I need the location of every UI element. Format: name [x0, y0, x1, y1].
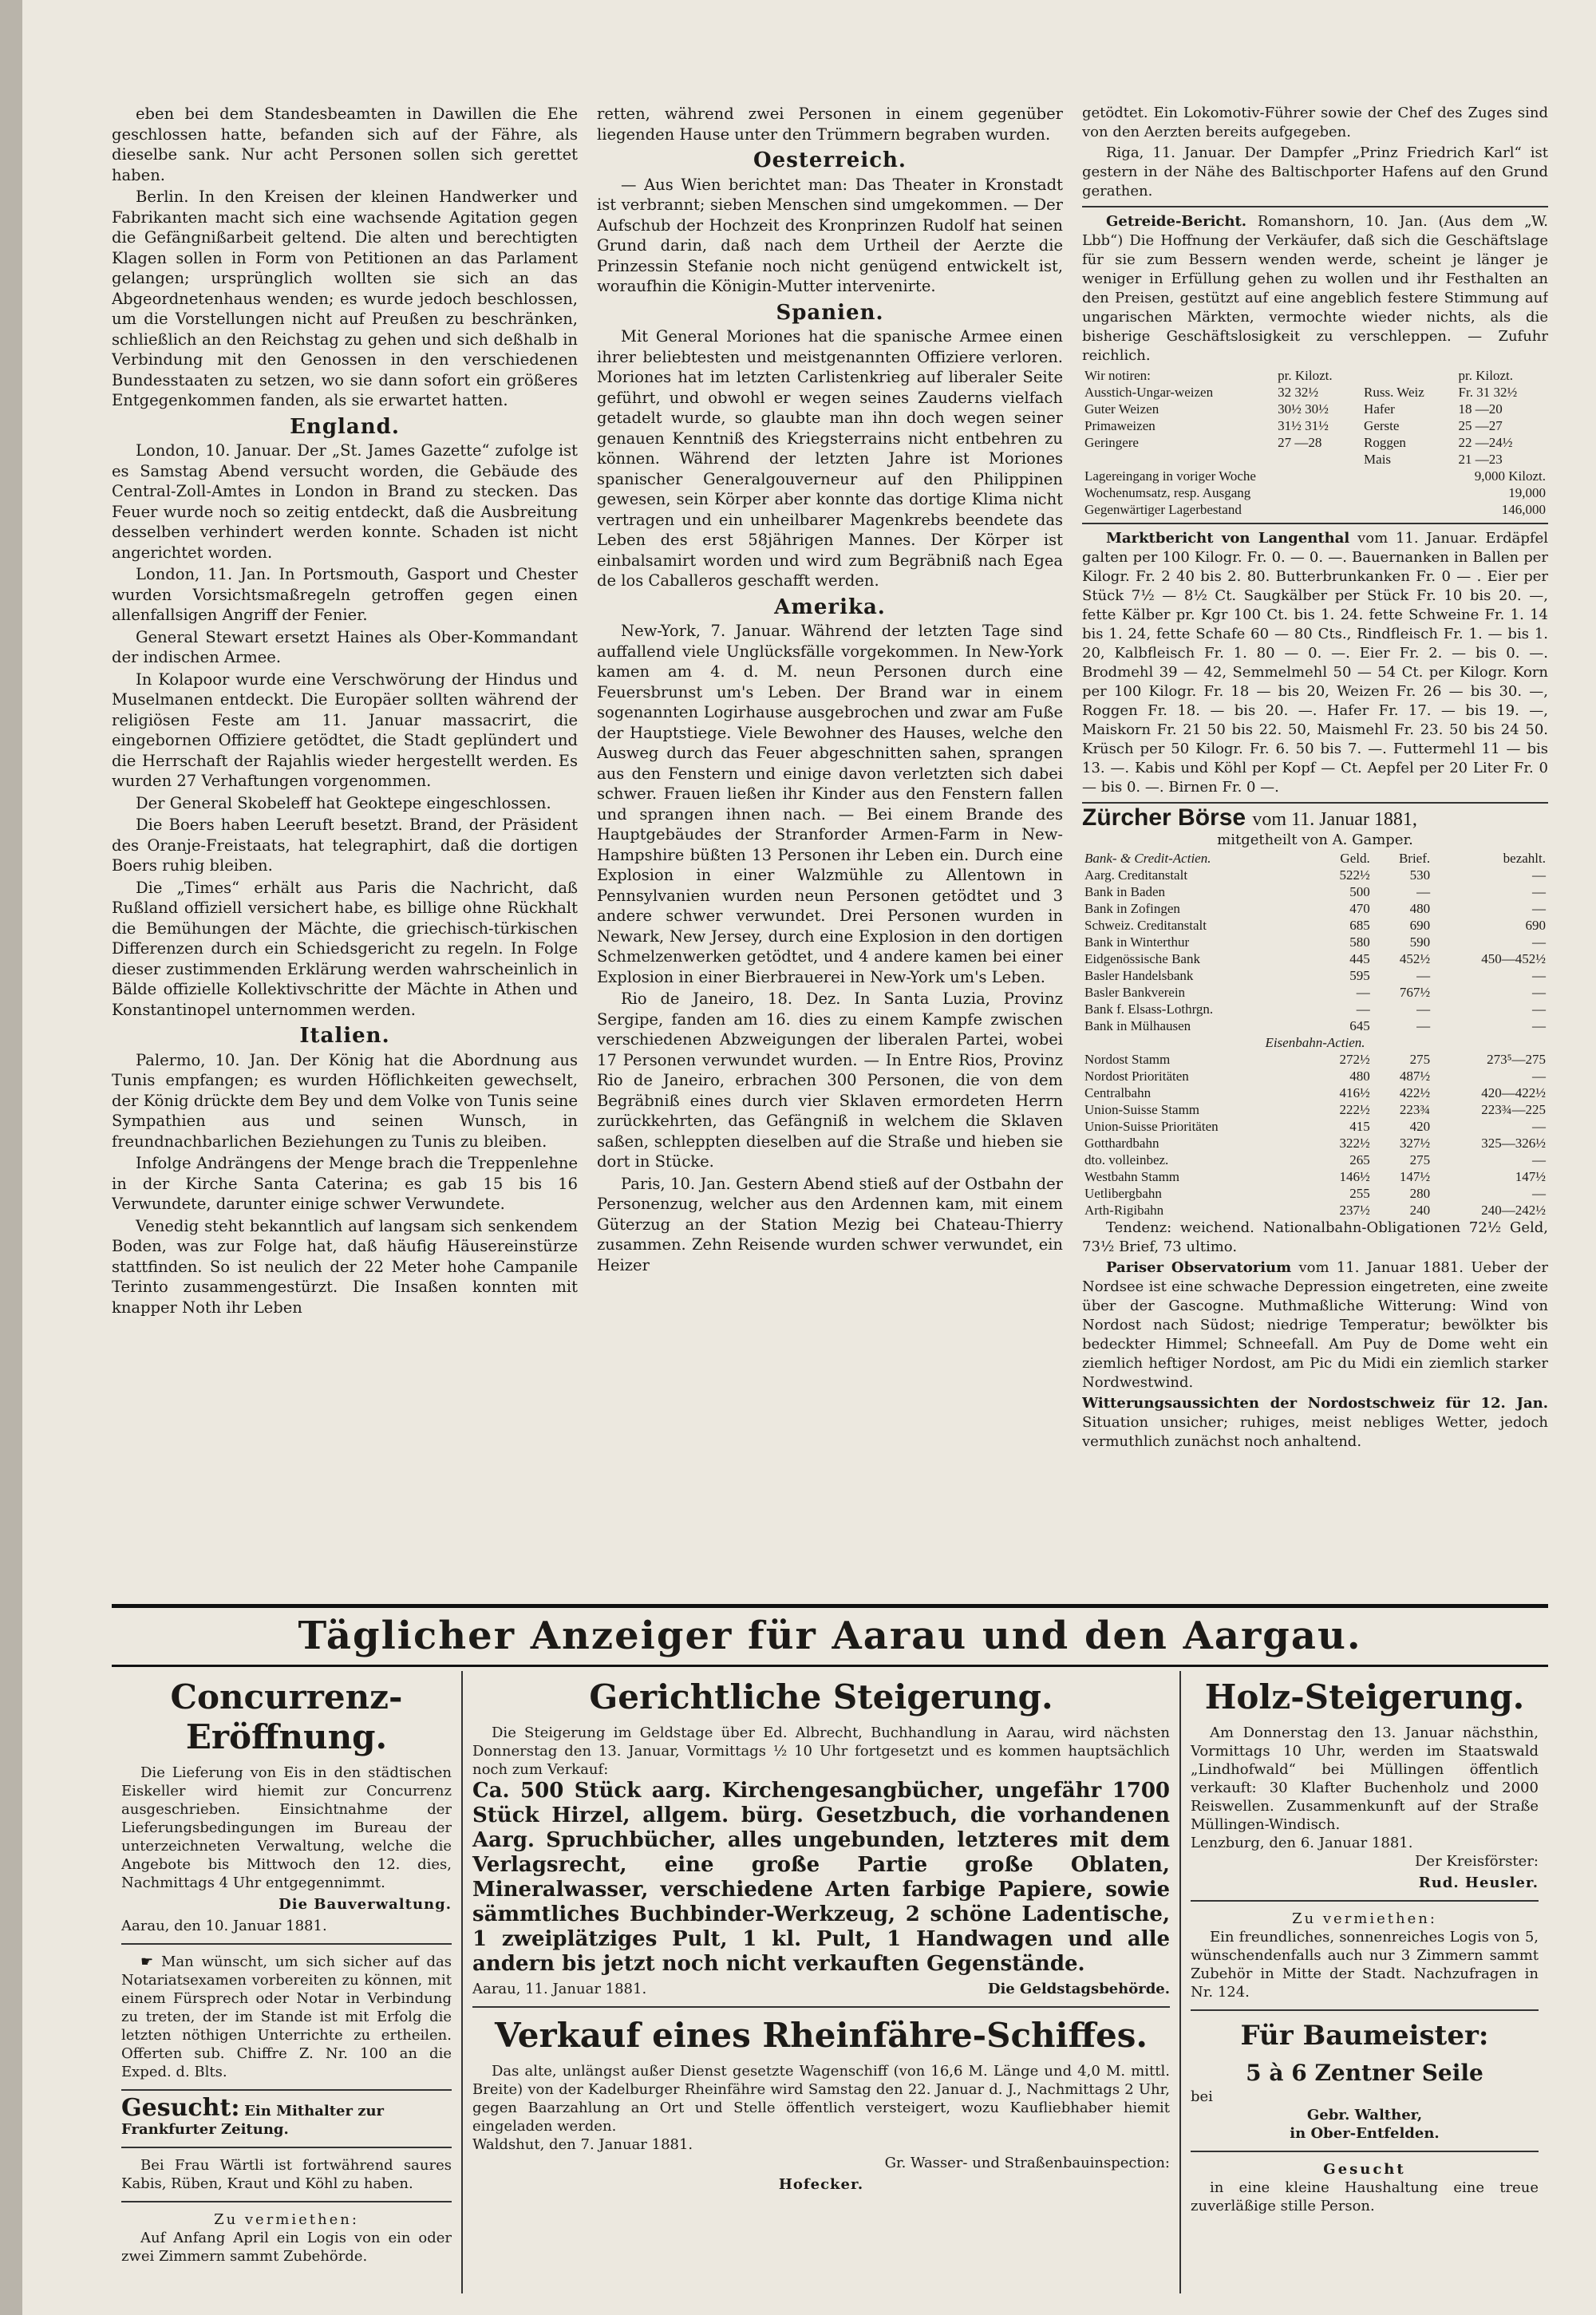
table-cell: 645 [1349, 1018, 1370, 1033]
table-cell: 590 [1409, 934, 1431, 950]
boerse-title-text: Zürcher Börse [1082, 804, 1246, 831]
table-cell: 422½ [1399, 1085, 1431, 1100]
table-cell: 146½ [1339, 1169, 1370, 1184]
ad-signature: Gr. Wasser- und Straßenbauinspection: [884, 2155, 1170, 2171]
table-cell: 280 [1409, 1186, 1431, 1201]
ad-text: in eine kleine Haushaltung eine treue zuverläßige stille Person. [1191, 2179, 1539, 2214]
table-cell: 9,000 Kilozt. [1474, 468, 1546, 484]
ad-text: Das alte, unlängst außer Dienst gesetzte Wagenschiff (von 16,6 M. Länge und 4,0 M. mittl. Breite) von der Kadelburger Rheinfähre wird Samstag den 22. Januar d. J., Nachmittags 2 Uhr, gegen Baarzahlung an Ort und Stelle öffentlich versteigert, wozu Kaufliebhaber hiemit eingeladen werden. [472, 2063, 1170, 2135]
table-cell: Bank in Zofingen [1084, 901, 1180, 916]
table-cell: Bank in Winterthur [1084, 934, 1190, 950]
table-row [1082, 1101, 1548, 1118]
news-columns [112, 104, 1548, 1604]
ads-column-left [112, 1671, 463, 2293]
table-cell: 445 [1349, 951, 1370, 966]
ad-text: Gebr. Walther, [1306, 2107, 1423, 2123]
stock-table [1082, 468, 1548, 518]
table-cell: Union-Suisse Stamm [1084, 1102, 1200, 1117]
table-cell: 275 [1409, 1052, 1431, 1067]
table-cell: — [1532, 1018, 1546, 1033]
table-cell: 240—242½ [1481, 1203, 1546, 1218]
table-cell: 322½ [1339, 1136, 1370, 1151]
section-heading-england: England. [290, 414, 400, 439]
table-row [1082, 401, 1548, 417]
anzeiger-title: Täglicher Anzeiger für Aarau und den Aargau. [298, 1614, 1362, 1658]
table-cell: 500 [1349, 884, 1370, 899]
ad-heading-baumeister: Für Baumeister: [1240, 2020, 1489, 2052]
boerse-footer: Tendenz: weichend. Nationalbahn-Obligationen 72½ Geld, 73½ Brief, 73 ultimo. [1082, 1219, 1548, 1255]
table-cell: Lagereingang in voriger Woche [1084, 468, 1256, 484]
table-cell: — [1532, 1152, 1546, 1167]
ad-heading-vermiethen: Zu vermiethen: [1292, 1910, 1437, 1927]
table-cell: Bank in Mülhausen [1084, 1018, 1191, 1033]
ad-place: Aarau, den 10. Januar 1881. [121, 1918, 327, 1934]
divider [472, 2006, 1170, 2008]
table-row [1082, 1118, 1548, 1135]
table-cell: — [1416, 1018, 1431, 1033]
ad-text: Die Steigerung im Geldstage über Ed. Albrecht, Buchhandlung in Aarau, wird nächsten Donnerstag den 13. Januar, Vormittags ½ 10 Uhr fortgesetzt und es kommen hauptsächlich noch zum Verkauf: [472, 1724, 1170, 1778]
ad-signature: Der Kreisförster: [1414, 1853, 1539, 1870]
boerse-byline: mitgetheilt von A. Gamper. [1217, 832, 1413, 848]
table-cell: — [1532, 1119, 1546, 1134]
table-cell: — [1416, 884, 1431, 899]
table-cell: 223¾ [1399, 1102, 1431, 1117]
table-cell: 480 [1349, 1069, 1370, 1084]
table-row [1082, 900, 1548, 917]
article-text: Berlin. In den Kreisen der kleinen Handwerker und Fabrikanten macht sich eine wachsende Agitation gegen die Gefängnißarbeit geltend. Die alten und berechtigten Klagen sollen in Form von Petitionen an das Parlament gelangen; ursprünglich wollten sie sich an das Abgeordnetenhaus wenden; es wurde jedoch beschlossen, um die Vorstellungen nicht auf Preußen zu beschränken, schließlich an den Reichstag zu gehen und sich deßhalb in Verbindung mit den Genossen in den verschiedenen Bundesstaaten zu setzen, wo sie dann sofort ein größeres Entgegenkommen fanden, als sie erwartet hatten. [112, 188, 578, 409]
column-3 [1082, 104, 1548, 1604]
table-row [1082, 1084, 1548, 1101]
table-cell: 420 [1409, 1119, 1431, 1134]
table-cell: 480 [1409, 901, 1431, 916]
table-cell: 690 [1525, 918, 1546, 933]
divider [121, 1943, 452, 1945]
table-cell: 240 [1409, 1203, 1431, 1218]
divider [1082, 206, 1548, 207]
table-cell: Eisenbahn-Actien. [1265, 1035, 1365, 1050]
table-cell: 147½ [1515, 1169, 1546, 1184]
ad-heading-holz: Holz-Steigerung. [1204, 1677, 1525, 1716]
article-text: Die Boers haben Leeruft besetzt. Brand, der Präsident des Oranje-Freistaats, hat telegraphirt, daß die dortigen Boers ruhig bleiben. [112, 816, 578, 875]
ad-signature: Die Bauverwaltung. [279, 1896, 452, 1913]
ad-heading-concurrenz: Concurrenz-Eröffnung. [170, 1677, 403, 1756]
table-cell: Brief. [1398, 851, 1431, 866]
table-cell: Schweiz. Creditanstalt [1084, 918, 1207, 933]
divider [112, 1604, 1548, 1608]
table-cell: Guter Weizen [1084, 401, 1159, 417]
table-cell: Geld. [1340, 851, 1370, 866]
ad-gesucht [121, 2094, 452, 2139]
divider [121, 2089, 452, 2091]
article-text: — Aus Wien berichtet man: Das Theater in Kronstadt ist verbrannt; sieben Menschen sind umgekommen. — Der Aufschub der Hochzeit des Kronprinzen Rudolf hat seinen Grund darin, daß nach dem Urtheil der Aerzte die Prinzessin Stefanie noch nicht genügend entwickelt ist, woraufhin die Königin-Mutter intervenirte. [597, 175, 1063, 295]
observatorium-report [1082, 1258, 1548, 1393]
ad-text: bei [1191, 2088, 1213, 2105]
table-cell: 25 —27 [1458, 418, 1503, 433]
table-cell: 255 [1349, 1186, 1370, 1201]
ad-place: Lenzburg, den 6. Januar 1881. [1191, 1835, 1413, 1851]
table-cell: 265 [1349, 1152, 1370, 1167]
table-cell: Union-Suisse Prioritäten [1084, 1119, 1219, 1134]
getreide-report [1082, 212, 1548, 365]
table-row [1082, 1017, 1548, 1034]
table-cell: Russ. Weiz [1364, 385, 1424, 400]
witterung-text: Situation unsicher; ruhiges, meist nebliges Wetter, jedoch vermuthlich zunächst noch anhaltend. [1082, 1414, 1548, 1450]
table-cell: 522½ [1339, 867, 1370, 883]
table-cell: 32 32½ [1278, 385, 1319, 400]
table-cell: 22 —24½ [1458, 435, 1513, 450]
table-cell: Basler Bankverein [1084, 985, 1186, 1000]
article-text: New-York, 7. Januar. Während der letzten Tage sind auffallend viele Unglücksfälle vorgekommen. In New-York kamen am 4. d. M. neun Personen durch eine Feuersbrunst um's Leben. Der Brand war in einem sogenannten Logirhause ausgebrochen und zwar am Fuße der Hauptstiege. Viele Bewohner des Hauses, welche den Ausweg durch das Feuer abgeschnitten sahen, sprangen aus den Fenstern und einige davon verletzten sich dabei schwer. Frauen ließen ihr Kinder aus den Fenstern fallen und sprangen ihnen nach. — Bei einem Brande des Hauptgebäudes der Stranforder Armen-Farm in New-Hampshire büßten 13 Personen ihr Leben ein. Durch eine Explosion in einer Walzmühle zu Allentown in Pennsylvanien wurden neun Personen getödtet und 3 andere schwer verwundet. Drei Personen wurden in Newark, New Jersey, durch eine Explosion in den dortigen Schmelzenwerken getödtet, und 4 andere kamen bei einer Explosion in einer Bierbrauerei in New-York um's Leben. [597, 622, 1063, 986]
table-cell: Gerste [1364, 418, 1400, 433]
table-cell: Arth-Rigibahn [1084, 1203, 1164, 1218]
table-row [1082, 867, 1548, 883]
table-cell: Uetlibergbahn [1084, 1186, 1162, 1201]
table-cell: pr. Kilozt. [1278, 368, 1333, 383]
article-text: Die „Times“ erhält aus Paris die Nachricht, daß Rußland offiziell versichert habe, es billige ohne Rückhalt die Bemühungen der Mächte, die griechisch-türkischen Differenzen durch ein Schiedsgericht zu regeln. In Folge dieser zustimmenden Erklärung werden wahrscheinlich in Bälde offizielle Kollektivschritte der Mächte in Athen und Konstantinopel unternommen werden. [112, 878, 578, 1019]
divider [121, 2201, 452, 2202]
table-cell: Geringere [1084, 435, 1139, 450]
table-cell: Westbahn Stamm [1084, 1169, 1180, 1184]
table-cell: 237½ [1339, 1203, 1370, 1218]
article-text: Der General Skobeleff hat Geoktepe eingeschlossen. [136, 793, 551, 812]
table-row [1082, 1152, 1548, 1168]
grain-price-table [1082, 367, 1548, 468]
witterung-report [1082, 1394, 1548, 1452]
table-cell: Basler Handelsbank [1084, 968, 1194, 983]
table-cell [1275, 451, 1361, 468]
table-cell: Bank- & Credit-Actien. [1084, 851, 1211, 866]
bank-rows [1082, 867, 1548, 1034]
table-cell: Nordost Prioritäten [1084, 1069, 1189, 1084]
ad-footer [472, 1980, 1170, 1998]
article-text: eben bei dem Standesbeamten in Dawillen die Ehe geschlossen hatte, befanden sich auf der Fähre, als dieselbe sank. Nur acht Personen sollen sich gerettet haben. [112, 105, 578, 184]
section-heading-italien: Italien. [299, 1024, 390, 1048]
ad-place: Aarau, 11. Januar 1881. [472, 1981, 647, 1997]
table-cell: — [1532, 1001, 1546, 1017]
boerse-table [1082, 850, 1548, 1219]
markt-report [1082, 529, 1548, 797]
markt-title: Marktbericht von Langenthal [1106, 530, 1350, 547]
section-heading-amerika: Amerika. [774, 595, 886, 619]
divider [1082, 523, 1548, 524]
table-cell: dto. volleinbez. [1084, 1152, 1169, 1167]
divider [112, 1665, 1548, 1667]
table-row [1082, 417, 1548, 434]
observatorium-title: Pariser Observatorium [1106, 1259, 1292, 1276]
table-cell: 19,000 [1508, 485, 1546, 500]
table-cell: — [1356, 985, 1370, 1000]
table-cell: 415 [1349, 1119, 1370, 1134]
ad-heading-gesucht: Gesucht [1323, 2161, 1406, 2178]
table-cell: bezahlt. [1503, 851, 1546, 866]
column-2 [597, 104, 1063, 1604]
ads-column-right [1181, 1671, 1548, 2293]
markt-text: vom 11. Januar. Erdäpfel galten per 100 Kilogr. Fr. 0. — 0. —. Bauernanken in Ballen per Kilogr. Fr. 2 40 bis 2. 80. Butterbrunkanken Fr. 0 — . Eier per Stück 7½ — 8½ Ct. Saugkälber per Stück Fr. 10 bis 20. —, fette Kälber pr. Kgr 100 Ct. bis 1. 24. fette Schweine Fr. 1. 14 bis 1. 24, fette Schafe 60 — 80 Cts., Rindfleisch Fr. 1. — bis 1. 20, Kalbfleisch Fr. 1. 80 — 0. —. Eier Fr. 2. — bis 0. —. Brodmehl 39 — 42, Semmelmehl 50 — 54 Ct. per Kilogr. Korn per 100 Kilogr. Fr. 18 — bis 20, Weizen Fr. 26 — bis 30. —, Roggen Fr. 18. — bis 20. —. Hafer Fr. 17. — bis 19. —, Maiskorn Fr. 21 50 bis 22. 50, Maismehl Fr. 23. 50 bis 24 50. Krüsch per 50 Kilogr. Fr. 6. 50 bis 7. —. Futtermehl 11 — bis 13. —. Kabis und Köhl per Kopf — Ct. Aepfel per 20 Liter Fr. 0 — bis 0. —. Birnen Fr. 0 —. [1082, 530, 1548, 796]
table-row [1082, 934, 1548, 950]
table-cell: pr. Kilozt. [1458, 368, 1513, 383]
ad-place: Waldshut, den 7. Januar 1881. [472, 2136, 693, 2153]
ads-column-middle [463, 1671, 1181, 2293]
table-row [1082, 1051, 1548, 1068]
table-cell: — [1532, 985, 1546, 1000]
table-cell: 18 —20 [1458, 401, 1503, 417]
table-row [1082, 950, 1548, 967]
table-row [1082, 1135, 1548, 1152]
divider [1191, 2009, 1539, 2011]
table-cell: 690 [1409, 918, 1431, 933]
table-cell: Aarg. Creditanstalt [1084, 867, 1188, 883]
ad-heading-gesucht: Gesucht: [121, 2094, 240, 2122]
ad-heading-vermiethen: Zu vermiethen: [214, 2211, 359, 2228]
table-cell: 685 [1349, 918, 1370, 933]
article-text: General Stewart ersetzt Haines als Ober-Kommandant der indischen Armee. [112, 627, 578, 666]
divider [1191, 1900, 1539, 1902]
table-cell: Gegenwärtiger Lagerbestand [1084, 502, 1242, 517]
ad-text: Ein freundliches, sonnenreiches Logis von 5, wünschendenfalls auch nur 3 Zimmern sammt Zubehör in Mitte der Stadt. Nachzufragen in Nr. 124. [1191, 1929, 1539, 2001]
table-row [1082, 984, 1548, 1001]
table-row [1082, 967, 1548, 984]
table-cell: — [1356, 1001, 1370, 1017]
ad-items: Ca. 500 Stück aarg. Kirchengesangbücher, ungefähr 1700 Stück Hirzel, allgem. bürg. Gesetzbuch, die vorhandenen Aarg. Spruchbücher, alles ungebunden, letzteres mit dem Verlagsrecht, eine große Partie große Oblaten, Mineralwasser, verschiedene Arten farbige Papiere, sowie sämmtliches Buchbinder-Werkzeug, 2 schöne Ladentische, 1 zweiplätziges Pult, 1 kl. Pult, 1 Handwagen und alle andern bis jetzt noch nicht verkauften Gegenstände. [472, 1779, 1170, 1976]
table-cell: 146,000 [1501, 502, 1546, 517]
table-cell: — [1416, 968, 1431, 983]
table-cell: Bank f. Elsass-Lothrgn. [1084, 1001, 1214, 1017]
ad-text: ☛ Man wünscht, um sich sicher auf das Notariatsexamen vorbereiten zu können, mit einem Fürsprech oder Notar in Verbindung zu treten, der im Stande ist mit Erfolg die letzten nöthigen Unterrichte zu ertheilen. Offerten sub. Chiffre Z. Nr. 100 an die Exped. d. Blts. [121, 1954, 452, 2080]
table-row [1082, 1168, 1548, 1185]
ad-text: Auf Anfang April ein Logis von ein oder zwei Zimmern sammt Zubehörde. [121, 2230, 452, 2265]
page-edge [0, 0, 22, 2315]
table-cell: Mais [1364, 452, 1392, 467]
ad-signature: Rud. Heusler. [1418, 1875, 1539, 1891]
ad-text: Die Lieferung von Eis in den städtischen Eiskeller wird hiemit zur Concurrenz ausgeschrieben. Einsichtnahme der Lieferungsbedingungen im Bureau der unterzeichneten Verwaltung, welche die Angebote bis Mittwoch den 12. dies, Nachmittags 4 Uhr entgegennimmt. [121, 1764, 452, 1891]
table-cell: 450—452½ [1481, 951, 1546, 966]
table-row [1082, 917, 1548, 934]
section-heading-oesterreich: Oesterreich. [753, 148, 907, 172]
table-cell: Primaweizen [1084, 418, 1156, 433]
table-cell: Ausstich-Ungar-weizen [1084, 385, 1214, 400]
table-cell: 147½ [1399, 1169, 1431, 1184]
section-heading-spanien: Spanien. [776, 300, 884, 325]
table-cell: 452½ [1399, 951, 1431, 966]
table-cell: 327½ [1399, 1136, 1431, 1151]
article-text: Paris, 10. Jan. Gestern Abend stieß auf der Ostbahn der Personenzug, welcher aus den Ardennen kam, mit einem Güterzug an der Station Mezig bei Chateau-Thierry zusammen. Zehn Reisende wurden schwer verwundet, ein Heizer [597, 1174, 1063, 1274]
table-cell: 580 [1349, 934, 1370, 950]
table-cell: — [1532, 901, 1546, 916]
ads-section [112, 1671, 1548, 2293]
article-text: Palermo, 10. Jan. Der König hat die Abordnung aus Tunis empfangen; es wurden Höflichkeiten gewechselt, der König drückte dem Bey und dem Volke von Tunis seine Sympathien aus und seinen Wunsch, in freundnachbarlichen Beziehungen zu Tunis zu bleiben. [112, 1050, 578, 1151]
table-cell: 325—326½ [1481, 1136, 1546, 1151]
observatorium-text: vom 11. Januar 1881. Ueber der Nordsee ist eine schwache Depression eingetreten, eine zweite über der Gascogne. Muthmaßliche Witterung: Wind von Nordost nach Südost; niedrige Temperatur; bewölkter bis bedeckter Himmel; Schneefall. Am Puy de Dome weht ein ziemlich heftiger Nordost, am Pic du Midi ein ziemlich starker Nordwestwind. [1082, 1259, 1548, 1391]
table-row [1082, 883, 1548, 900]
table-cell: 595 [1349, 968, 1370, 983]
rail-rows [1082, 1051, 1548, 1219]
table-cell: 530 [1409, 867, 1431, 883]
table-cell: 767½ [1399, 985, 1431, 1000]
table-cell: — [1532, 1186, 1546, 1201]
getreide-text: Romanshorn, 10. Jan. (Aus dem „W. Lbb“) Die Hoffnung der Verkäufer, daß sich die Geschäftslage für sie zum Bessern wenden werde, scheint je länger je weniger in Erfüllung gehen zu wollen und ihr Festhalten an den Preisen, gestützt auf eine angeblich festere Stimmung auf ungarischen Märkten, vermochte wieder nichts, als die bisherige Geschäftslosigkeit zu verschleppen. — Zufuhr reichlich. [1082, 213, 1548, 364]
table-row [1082, 501, 1548, 518]
table-cell: 272½ [1339, 1052, 1370, 1067]
table-cell: 273⁵—275 [1487, 1052, 1546, 1067]
ad-signature: Hofecker. [778, 2176, 864, 2193]
article-text: Venedig steht bekanntlich auf langsam sich senkendem Boden, was zur Folge hat, daß häufig Häusereinstürze stattfinden. So ist neulich der 22 Meter hohe Campanile Terinto zusammengestürzt. Die Insaßen konnten mit knapper Noth ihr Leben [112, 1216, 578, 1317]
table-subheader [1082, 1034, 1548, 1051]
table-row [1082, 1185, 1548, 1202]
ad-heading-steigerung: Gerichtliche Steigerung. [589, 1677, 1053, 1716]
table-cell: 30½ 30½ [1278, 401, 1329, 417]
column-1 [112, 104, 578, 1604]
article-text: London, 11. Jan. In Portsmouth, Gasport und Chester wurden Vorsichtsmaßregeln getroffen gegen einen allenfallsigen Angriff der Fenier. [112, 565, 578, 624]
table-row [1082, 1202, 1548, 1219]
table-row [1082, 1068, 1548, 1084]
ad-signature: Die Geldstagsbehörde. [987, 1981, 1170, 1997]
table-cell [1361, 367, 1456, 384]
table-header [1082, 367, 1548, 384]
table-cell: — [1416, 1001, 1431, 1017]
table-cell: 222½ [1339, 1102, 1370, 1117]
table-cell: Eidgenössische Bank [1084, 951, 1200, 966]
boerse-date: vom 11. Januar 1881, [1252, 809, 1417, 830]
table-cell: 275 [1409, 1152, 1431, 1167]
article-text: London, 10. Januar. Der „St. James Gazette“ zufolge ist es Samstag Abend versucht worden, die Gebäude des Central-Zoll-Amtes in London in Brand zu stecken. Das Feuer wurde noch so zeitig entdeckt, daß die Ausbreitung desselben verhindert werden konnte. Schaden ist nicht angerichtet worden. [112, 441, 578, 562]
table-cell: Gotthardbahn [1084, 1136, 1159, 1151]
ad-heading-rheinfaehre: Verkauf eines Rheinfähre-Schiffes. [495, 2016, 1148, 2055]
table-cell: — [1532, 934, 1546, 950]
table-cell: 470 [1349, 901, 1370, 916]
table-cell: — [1532, 1069, 1546, 1084]
table-cell: 416½ [1339, 1085, 1370, 1100]
table-cell: 420—422½ [1481, 1085, 1546, 1100]
article-text: getödtet. Ein Lokomotiv-Führer sowie der Chef des Zuges sind von den Aerzten bereits aufgegeben. [1082, 105, 1548, 140]
table-cell: Nordost Stamm [1084, 1052, 1171, 1067]
table-cell: — [1532, 884, 1546, 899]
ad-text: Bei Frau Wärtli ist fortwährend saures Kabis, Rüben, Kraut und Köhl zu haben. [121, 2157, 452, 2192]
table-row [1082, 434, 1548, 451]
getreide-title: Getreide-Bericht. [1106, 213, 1247, 230]
divider [121, 2147, 452, 2148]
ad-text: Am Donnerstag den 13. Januar nächsthin, Vormittags 10 Uhr, werden im Staatswald „Lindhofwald“ bei Müllingen öffentlich verkauft: 30 Klafter Buchenholz und 2000 Reiswellen. Zusammenkunft auf der Straße Müllingen-Windisch. [1191, 1724, 1539, 1833]
table-cell: 31½ 31½ [1278, 418, 1329, 433]
article-text: Infolge Andrängens der Menge brach die Treppenlehne in der Kirche Santa Caterina; es gab 15 bis 16 Verwundete, darunter einige schwer Verwundete. [112, 1154, 578, 1213]
table-cell: Wochenumsatz, resp. Ausgang [1084, 485, 1251, 500]
article-text: Rio de Janeiro, 18. Dez. In Santa Luzia, Provinz Sergipe, fanden am 16. dies zu einem Kampfe zwischen verschiedenen Abzweigungen der liberalen Partei, wobei 17 Personen verwundet wurden. — In Entre Rios, Provinz Rio de Janeiro, erbrachen 300 Personen, die von dem Begräbniß eines durch vier Sklaven ermordeten Herrn zurückkehrten, das Gefängniß in welchem die Sklaven saßen, schleppten dieselben auf die Straße und hieben sie dort in Stücke. [597, 990, 1063, 1171]
witterung-title: Witterungsaussichten der Nordostschweiz für 12. Jan. [1082, 1395, 1548, 1412]
table-cell: 223¾—225 [1481, 1102, 1546, 1117]
table-cell: Centralbahn [1084, 1085, 1152, 1100]
table-cell: — [1532, 867, 1546, 883]
table-row [1082, 468, 1548, 484]
article-text: retten, während zwei Personen in einem gegenüber liegenden Hause unter den Trümmern begraben wurden. [597, 105, 1063, 144]
table-row [1082, 1001, 1548, 1017]
ad-text: in Ober-Entfelden. [1290, 2125, 1440, 2142]
table-cell [1082, 451, 1275, 468]
table-cell: Bank in Baden [1084, 884, 1166, 899]
ad-text: 5 à 6 Zentner Seile [1246, 2060, 1483, 2086]
table-cell: Fr. 31 32½ [1458, 385, 1518, 400]
article-text: Mit General Moriones hat die spanische Armee einen ihrer beliebtesten und meistgenannten Offiziere verloren. Moriones hat im letzten Carlistenkrieg auf liberaler Seite geführt, und obwohl er wegen seines Zauderns vielfach getadelt wurde, so glaubte man ihn doch wegen seiner genauen Kenntniß des Kriegsterrains nicht entbehren zu können. Während der letzten Jahre ist Moriones spanischer Generalgouverneur auf den Philippinen gewesen, sein Körper aber konnte das dortige Klima nicht vertragen und ein unheilbarer Magenkrebs beendete das Leben des erst 58jährigen Mannes. Der Körper ist einbalsamirt worden und wird zum Begräbniß nach Egea de los Caballeros geschafft werden. [597, 327, 1063, 590]
divider [1082, 802, 1548, 804]
table-cell: 27 —28 [1278, 435, 1322, 450]
table-cell: 487½ [1399, 1069, 1431, 1084]
table-cell: Wir notiren: [1084, 368, 1151, 383]
article-text: Riga, 11. Januar. Der Dampfer „Prinz Friedrich Karl“ ist gestern in der Nähe des Baltischporter Hafens auf den Grund gerathen. [1082, 144, 1548, 200]
article-text: In Kolapoor wurde eine Verschwörung der Hindus und Muselmanen entdeckt. Die Europäer sollten während der religiösen Feste am 11. Januar massacrirt, die eingebornen Offiziere getödtet, die Stadt geplündert und die Herrschaft der Rajahlis wieder hergestellt werden. Es wurden 27 Verhaftungen vorgenommen. [112, 670, 578, 790]
table-row [1082, 451, 1548, 468]
table-cell: 21 —23 [1458, 452, 1503, 467]
table-row [1082, 484, 1548, 501]
divider [1191, 2151, 1539, 2152]
boerse-title [1082, 804, 1548, 831]
ad-text: Ein Mithalter zur Frankfurter Zeitung. [121, 2103, 385, 2138]
table-cell: Hafer [1364, 401, 1395, 417]
table-header [1082, 850, 1548, 867]
table-cell: — [1532, 968, 1546, 983]
table-row [1082, 384, 1548, 401]
table-cell: Roggen [1364, 435, 1406, 450]
